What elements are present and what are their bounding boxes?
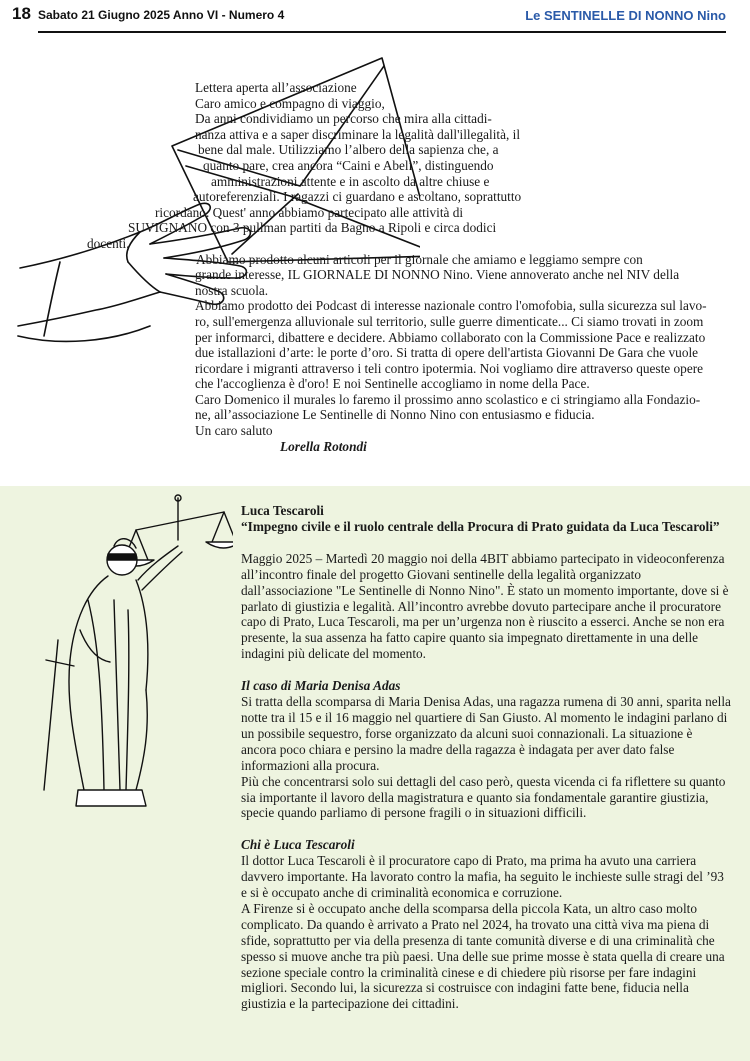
letter-line: quanto pare, crea ancora “Caini e Abeli”, distinguendo <box>203 157 494 173</box>
letter-line: per informarci, dibattere e decidere. Abbiamo collaborato con la Commissione Pace e realizzato <box>195 329 706 345</box>
page-number: 18 <box>12 4 31 23</box>
letter-line: Caro amico e compagno di viaggio, <box>195 95 385 111</box>
article-paragraph: Si tratta della scomparsa di Maria Denisa Adas, una ragazza rumena di 30 anni, sparita nella notte tra il 15 e il 16 maggio nel quartiere di San Giusto. Al momento le indagini parlano di un possibile sequestro, forse organizzato da alcuni suoi connazionali. La situazione è ancora poco chiara e persino la madre della ragazza è indagata per aver dato false informazioni alla procura. <box>241 694 731 773</box>
article-paragraph: A Firenze si è occupato anche della scomparsa della piccola Kata, un altro caso molto complicato. Da quando è arrivato a Prato nel 2024, ha trovato una città viva ma piena di sfide, soprattutto per via della presenza di tante comunità diverse e di una criminalità che spesso si muove anche tra più paesi. Una delle sue prime mosse è stata quella di creare una sezione speciale contro la criminalità cinese e di chiedere più risorse per fare indagini migliori. Secondo lui, la sicurezza si costruisce con indagini fatte bene, fiducia nella giustizia e la partecipazione dei cittadini. <box>241 900 725 1012</box>
letter-signature: Lorella Rotondi <box>280 438 367 454</box>
letter-line: Abbiamo prodotto alcuni articoli per il giornale che amiamo e leggiamo sempre con <box>196 251 643 267</box>
article-body <box>241 503 731 1012</box>
letter-line: ne, all’associazione Le Sentinelle di Nonno Nino con entusiasmo e fiducia. <box>195 407 595 423</box>
article-title: “Impegno civile e il ruolo centrale della Procura di Prato guidata da Luca Tescaroli” <box>241 518 720 534</box>
letter-line: ricordare i migranti attraverso i teli contro ipotermia. Noi vogliamo dire attraverso queste opere <box>195 360 704 376</box>
letter-body <box>87 80 730 454</box>
letter-line: Abbiamo prodotto dei Podcast di interesse nazionale contro l'omofobia, sulla sicurezza sul lavo- <box>195 298 707 314</box>
masthead: Le SENTINELLE DI NONNO Nino <box>525 8 726 23</box>
issue-date: Sabato 21 Giugno 2025 Anno VI - Numero 4 <box>38 8 285 22</box>
letter-line: Lettera aperta all’associazione <box>195 80 357 95</box>
letter-line: Un caro saluto <box>195 423 273 439</box>
section-heading: Chi è Luca Tescaroli <box>241 837 355 853</box>
article-author: Luca Tescaroli <box>241 503 324 518</box>
page-header <box>0 0 750 36</box>
letter-line: autoreferenziali. I ragazzi ci guardano e ascoltano, soprattutto <box>193 189 522 205</box>
letter-line: amministrazioni attente e in ascolto da altre chiuse e <box>211 173 490 189</box>
section-heading: Il caso di Maria Denisa Adas <box>241 678 401 694</box>
letter-line: SUVIGNANO con 3 pullman partiti da Bagno a Ripoli e circa dodici <box>128 220 497 236</box>
letter-line: Caro Domenico il murales lo faremo il prossimo anno scolastico e ci stringiamo alla Fondazio- <box>195 391 701 407</box>
article-intro: Maggio 2025 – Martedì 20 maggio noi della 4BIT abbiamo partecipato in videoconferenza all’incontro finale del progetto Giovani sentinelle della legalità organizzato dall’associazione "Le Sentinelle di Nonno Nino". È stato un momento importante, dove si è parlato di giustizia e legalità. All’incontro avrebbe dovuto partecipare anche il procuratore capo di Prato, Luca Tescaroli, ma per un’urgenza non è riuscito a esserci. Anche se non era presente, la sua assenza ha fatto capire quanto sia impegnato direttamente in una delle indagini più delicate del momento. <box>241 550 729 662</box>
letter-line: che l'accoglienza è d'oro! E noi Sentinelle accogliamo in nome della Pace. <box>195 376 590 392</box>
header-rule <box>38 31 726 33</box>
letter-section <box>0 36 750 486</box>
letter-line: ro, sull'emergenza alluvionale sul territorio, sulle guerre dimenticate... Ci siamo trovati in zoom <box>195 313 704 329</box>
letter-line: nostra scuola. <box>195 282 269 298</box>
letter-line: nanza attiva e a saper discriminare la legalità dall'illegalità, il <box>195 126 521 142</box>
letter-line: ricordano. Quest' anno abbiamo partecipato alle attività di <box>155 204 464 220</box>
letter-line: docenti. <box>87 235 130 251</box>
letter-line: bene dal male. Utilizziamo l’albero della sapienza che, a <box>198 142 499 158</box>
lady-justice-illustration <box>18 490 233 820</box>
letter-line: due istallazioni d’arte: le porte d’oro. Si tratta di opere dell'artista Giovanni De Gara che vuole <box>195 345 699 361</box>
article-paragraph: Il dottor Luca Tescaroli è il procuratore capo di Prato, ma prima ha avuto una carriera davvero importante. Ha lavorato contro la mafia, ha seguito le inchieste sulle stragi del ’93 e si è occupato anche di criminalità economica e corruzione. <box>241 853 724 901</box>
article-paragraph: Più che concentrarsi solo sui dettagli del caso però, questa vicenda ci fa riflettere su quanto sia importante il lavoro della magistratura e quanto sia fondamentale garantire giustizia, specie quando parliamo di persone fragili o in situazioni difficili. <box>241 773 726 821</box>
letter-line: grande interesse, IL GIORNALE DI NONNO Nino. Viene annoverato anche nel NIV della <box>195 267 680 283</box>
letter-line: Da anni condividiamo un percorso che mira alla cittadi- <box>195 111 492 127</box>
